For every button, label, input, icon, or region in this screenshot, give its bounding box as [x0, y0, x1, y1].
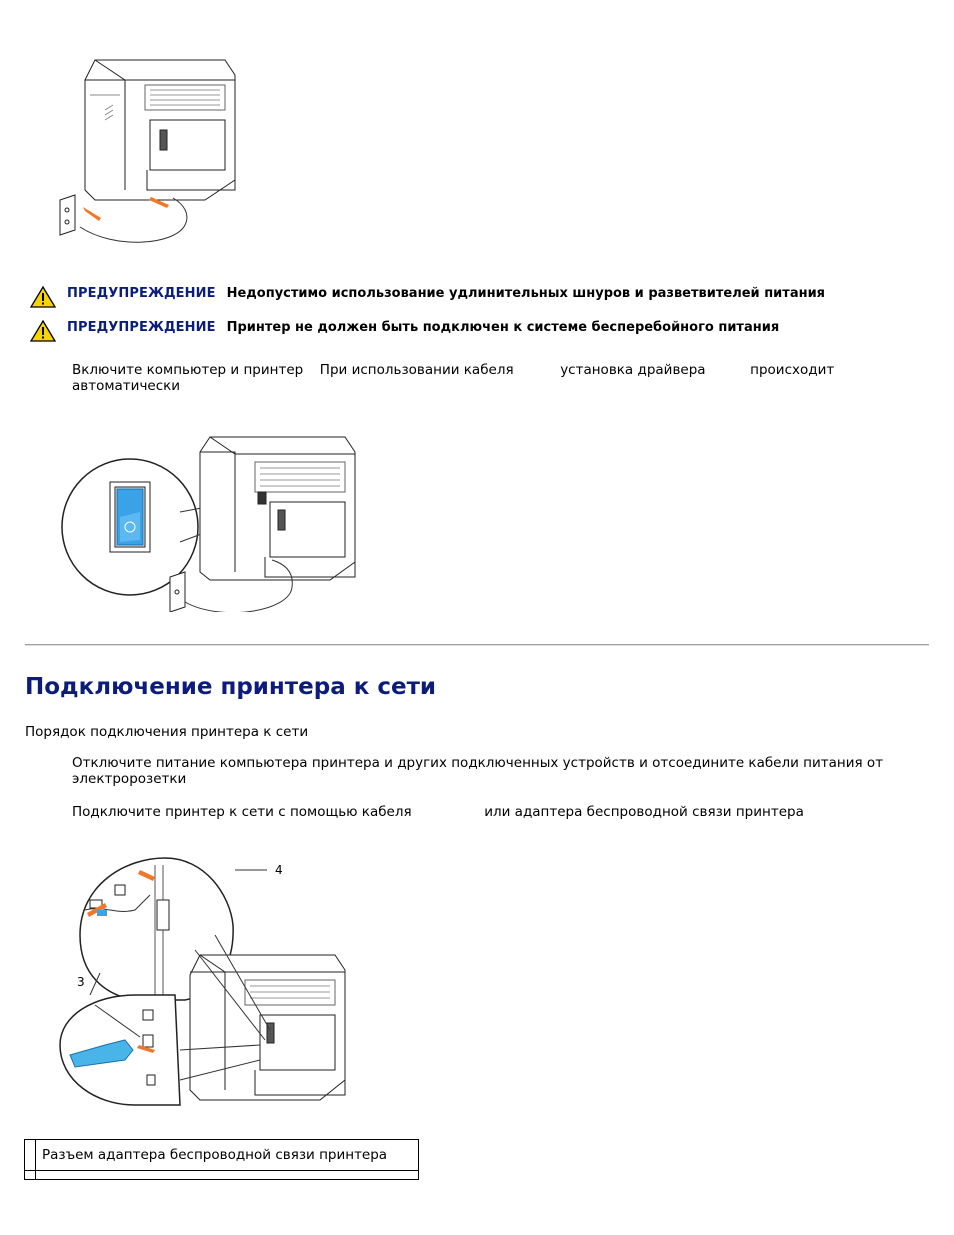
warning-text: Принтер не должен быть подключен к системе бесперебойного питания	[226, 320, 780, 335]
warning-label: ПРЕДУПРЕЖДЕНИЕ	[67, 286, 216, 301]
step-power-off-line1: Отключите питание компьютера принтера и других подключенных устройств и отсоедините кабели питания от	[72, 755, 884, 771]
step-power-part-c: установка драйвера	[560, 362, 706, 378]
step-power-part-a: Включите компьютер и принтер	[72, 362, 304, 378]
legend-number	[25, 1140, 36, 1171]
legend-number	[25, 1171, 36, 1180]
printer-power-switch-illustration	[60, 432, 360, 612]
printer-network-illustration	[55, 855, 355, 1130]
legend-text	[36, 1171, 419, 1180]
section-divider	[25, 644, 929, 646]
step-connect-part-b: или адаптера беспроводной связи принтера	[484, 804, 804, 820]
printer-power-cord-illustration	[55, 40, 255, 250]
step-power-line2: автоматически	[72, 378, 181, 394]
warning-extension-cords	[30, 285, 825, 311]
step-power-on	[72, 362, 834, 394]
callout-3: 3	[77, 975, 85, 989]
warning-icon	[30, 319, 56, 343]
table-row	[25, 1140, 419, 1171]
section-intro: Порядок подключения принтера к сети	[25, 724, 309, 740]
warning-ups	[30, 319, 779, 345]
step-power-off	[72, 755, 883, 787]
step-power-part-b: При использовании кабеля	[319, 362, 514, 378]
step-power-part-d: происходит	[750, 362, 835, 378]
callout-4: 4	[275, 863, 283, 877]
warning-text: Недопустимо использование удлинительных шнуров и разветвителей питания	[226, 286, 826, 301]
warning-icon	[30, 285, 56, 309]
section-title: Подключение принтера к сети	[25, 674, 437, 700]
warning-label: ПРЕДУПРЕЖДЕНИЕ	[67, 320, 216, 335]
legend-text: Разъем адаптера беспроводной связи принтера	[36, 1140, 419, 1171]
table-row	[25, 1171, 419, 1180]
step-power-off-line2: электророзетки	[72, 771, 187, 787]
legend-table	[24, 1139, 419, 1180]
step-connect-network	[72, 804, 804, 820]
step-connect-part-a: Подключите принтер к сети с помощью кабеля	[72, 804, 412, 820]
